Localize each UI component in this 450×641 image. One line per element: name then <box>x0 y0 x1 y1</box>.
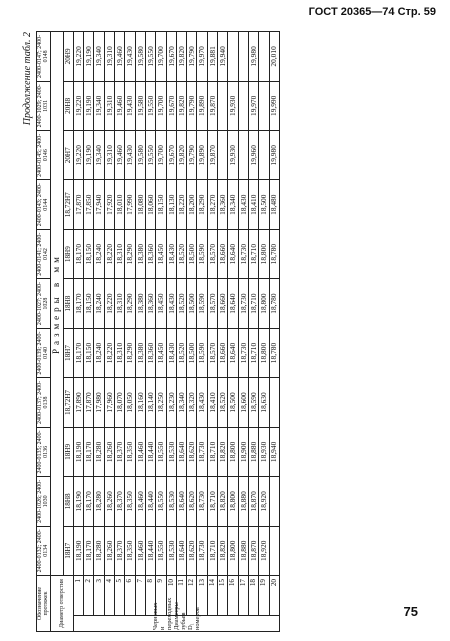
diameter-value-cell: 18,220 <box>104 279 114 328</box>
table-row <box>269 32 279 632</box>
diameter-value-cell: 18,530 <box>166 427 176 476</box>
diameter-value-cell: 19,960 <box>248 131 258 180</box>
diameter-value-cell: 19,930 <box>228 131 238 180</box>
table-row <box>94 32 104 632</box>
diameter-value-cell: 17,920 <box>104 180 114 229</box>
diameter-value-cell: 18,550 <box>156 526 166 575</box>
designation-cell: 2400-1027; 2400-1028 <box>37 279 51 328</box>
diameter-value-cell: 18,190 <box>73 526 83 575</box>
tolerance-cell: 20H9 <box>63 32 73 81</box>
diameter-value-cell: 19,190 <box>84 32 94 81</box>
diameter-value-cell: 20,010 <box>269 32 279 81</box>
diameter-value-cell: 19,940 <box>218 32 228 81</box>
diameter-value-cell: 17,990 <box>125 180 135 229</box>
diameter-value-cell: 18,460 <box>135 526 145 575</box>
diameter-value-cell: 19,890 <box>197 81 207 130</box>
diameter-value-cell: 19,340 <box>94 32 104 81</box>
designation-cell: 2400-0135; 2400-0136 <box>37 427 51 476</box>
diameter-value-cell: 18,460 <box>135 427 145 476</box>
tolerance-cell: 18H9 <box>63 229 73 278</box>
table-row <box>145 32 155 632</box>
diameter-value-cell: 19,220 <box>73 131 83 180</box>
diameter-value-cell: 18,450 <box>156 328 166 377</box>
diameter-value-cell: 19,980 <box>248 32 258 81</box>
diameter-value-cell <box>238 131 248 180</box>
diameter-value-cell: 18,310 <box>115 229 125 278</box>
diameter-value-cell: 18,520 <box>218 378 228 427</box>
diameter-value-cell: 18,620 <box>187 427 197 476</box>
diameter-value-cell: 18,820 <box>218 477 228 526</box>
diameter-value-cell: 19,190 <box>84 131 94 180</box>
designation-cell: 2400-0137; 2400-0138 <box>37 378 51 427</box>
diameter-value-cell: 18,150 <box>84 279 94 328</box>
diameter-value-cell: 19,930 <box>228 81 238 130</box>
designation-cell: 2400-0147; 2400-0148 <box>37 32 51 81</box>
tooth-number-cell: 10 <box>166 575 176 615</box>
diameter-value-cell: 18,530 <box>166 477 176 526</box>
diameter-value-cell: 18,520 <box>176 229 186 278</box>
diameter-value-cell: 19,580 <box>135 131 145 180</box>
diameter-value-cell: 18,820 <box>218 427 228 476</box>
diameter-value-cell: 18,800 <box>259 279 269 328</box>
tooth-number-cell: 18 <box>248 575 258 615</box>
diameter-value-cell: 18,310 <box>115 328 125 377</box>
table-row <box>104 32 114 632</box>
diameter-value-cell: 19,460 <box>115 131 125 180</box>
diameter-value-cell: 18,340 <box>176 378 186 427</box>
diameter-value-cell: 17,980 <box>94 378 104 427</box>
diameter-value-cell: 19,310 <box>104 131 114 180</box>
tolerance-cell: 18H7 <box>63 526 73 575</box>
diameter-value-cell: 18,150 <box>84 328 94 377</box>
table-row <box>84 32 94 632</box>
diameter-value-cell: 19,220 <box>73 32 83 81</box>
diameter-value-cell: 18,590 <box>248 378 258 427</box>
diameter-value-cell: 18,290 <box>125 229 135 278</box>
diameter-value-cell: 18,170 <box>84 477 94 526</box>
row-group-label <box>73 597 279 632</box>
diameter-value-cell: 18,500 <box>187 229 197 278</box>
diameter-value-cell: 19,190 <box>84 81 94 130</box>
diameter-value-cell: 18,440 <box>145 526 155 575</box>
diameter-value-cell: 18,530 <box>166 526 176 575</box>
diameter-value-cell: 18,250 <box>156 378 166 427</box>
diameter-value-cell: 18,570 <box>207 229 217 278</box>
table-row <box>228 32 238 632</box>
diameter-value-cell: 18,710 <box>207 427 217 476</box>
tolerance-cell: 18H8 <box>63 279 73 328</box>
table-row <box>115 32 125 632</box>
designation-cell: 2400-0139; 2400-0140 <box>37 328 51 377</box>
table-row <box>218 32 228 632</box>
diameter-value-cell: 18,730 <box>197 477 207 526</box>
diameter-value-cell: 18,620 <box>187 526 197 575</box>
diameter-value-cell: 18,290 <box>125 328 135 377</box>
diameter-value-cell: 18,660 <box>218 279 228 328</box>
diameter-value-cell: 18,010 <box>115 180 125 229</box>
tooth-number-cell: 20 <box>269 575 279 615</box>
diameter-value-cell: 18,220 <box>104 328 114 377</box>
tooth-number-cell: 7 <box>135 575 145 615</box>
diameter-value-cell: 18,480 <box>269 180 279 229</box>
diameter-value-cell: 18,570 <box>207 279 217 328</box>
tooth-number-cell: 13 <box>197 575 207 615</box>
diameter-value-cell: 17,870 <box>73 180 83 229</box>
diameter-value-cell: 18,430 <box>166 328 176 377</box>
diameter-value-cell: 18,440 <box>145 477 155 526</box>
diameter-value-cell: 18,730 <box>197 526 207 575</box>
diameter-value-cell <box>269 526 279 575</box>
rotated-table-block <box>22 32 422 632</box>
diameter-value-cell: 18,380 <box>135 328 145 377</box>
diameter-value-cell <box>259 131 269 180</box>
size-title: Размеры в мм <box>50 32 63 576</box>
diameter-value-cell: 19,550 <box>145 131 155 180</box>
diameter-value-cell: 18,710 <box>248 279 258 328</box>
diameter-value-cell <box>269 477 279 526</box>
diameter-value-cell: 18,350 <box>125 427 135 476</box>
diameter-value-cell: 18,590 <box>197 229 207 278</box>
diameter-value-cell: 18,260 <box>104 427 114 476</box>
diameter-value-cell: 19,430 <box>125 131 135 180</box>
diameter-value-cell: 18,800 <box>228 477 238 526</box>
tolerance-cell: 18,72H7 <box>63 180 73 229</box>
diameter-value-cell: 18,780 <box>269 328 279 377</box>
tooth-number-cell: 5 <box>115 575 125 615</box>
diameter-value-cell: 18,270 <box>207 180 217 229</box>
designation-column-header: Обозначение протяжек <box>37 575 51 631</box>
diameter-value-cell: 18,430 <box>238 180 248 229</box>
diameter-value-cell: 18,870 <box>248 526 258 575</box>
vertical-label: Диаметры зубьев D₁ номеров <box>172 602 201 630</box>
diameter-value-cell <box>228 32 238 81</box>
tooth-number-cell: 4 <box>104 575 114 615</box>
diameter-value-cell: 18,220 <box>104 229 114 278</box>
diameter-value-cell: 18,730 <box>238 229 248 278</box>
diameter-value-cell: 18,140 <box>145 378 155 427</box>
diameter-value-cell: 19,790 <box>187 32 197 81</box>
diameter-value-cell: 19,790 <box>187 131 197 180</box>
diameter-value-cell: 18,370 <box>115 477 125 526</box>
diameter-value-cell: 18,570 <box>207 328 217 377</box>
diameter-value-cell: 19,580 <box>135 81 145 130</box>
tooth-number-cell: 15 <box>218 575 228 615</box>
diameter-value-cell: 19,670 <box>166 32 176 81</box>
page-header: ГОСТ 20365—74 Стр. 59 <box>308 6 436 18</box>
diameter-value-cell: 18,340 <box>228 180 238 229</box>
diameter-value-cell: 19,340 <box>94 131 104 180</box>
diameter-value-cell: 18,710 <box>207 477 217 526</box>
table-row <box>176 32 186 632</box>
diameter-value-cell: 19,870 <box>207 81 217 130</box>
diameter-value-cell: 19,970 <box>197 32 207 81</box>
diameter-value-cell: 19,310 <box>104 81 114 130</box>
diameter-value-cell: 18,050 <box>125 378 135 427</box>
diameter-value-cell: 18,260 <box>104 477 114 526</box>
diameter-value-cell: 18,500 <box>228 378 238 427</box>
vertical-label: Черновых и переходных <box>151 597 173 630</box>
diameter-value-cell: 18,730 <box>238 328 248 377</box>
diameter-value-cell: 17,940 <box>94 180 104 229</box>
diameter-value-cell: 18,440 <box>145 427 155 476</box>
diameter-value-cell: 18,550 <box>156 427 166 476</box>
diameter-value-cell: 18,900 <box>238 427 248 476</box>
diameter-value-cell: 18,450 <box>156 279 166 328</box>
diameter-value-cell: 18,430 <box>166 229 176 278</box>
tolerance-cell: 18,72H7 <box>63 378 73 427</box>
diameter-value-cell: 18,370 <box>115 526 125 575</box>
diameter-value-cell <box>269 378 279 427</box>
diameter-value-cell <box>218 131 228 180</box>
diameter-value-cell: 18,240 <box>94 229 104 278</box>
diameter-value-cell: 18,220 <box>176 180 186 229</box>
diameter-value-cell: 18,520 <box>176 328 186 377</box>
diameter-value-cell: 19,670 <box>166 81 176 130</box>
diameter-value-cell: 18,240 <box>94 328 104 377</box>
diameter-value-cell: 17,870 <box>84 378 94 427</box>
diameter-value-cell: 17,960 <box>104 378 114 427</box>
diameter-value-cell: 19,820 <box>176 131 186 180</box>
diameter-value-cell: 18,630 <box>259 378 269 427</box>
diameter-value-cell <box>238 81 248 130</box>
tooth-number-cell: 6 <box>125 575 135 615</box>
diameter-value-cell: 18,170 <box>73 279 83 328</box>
table-row <box>197 32 207 632</box>
diameter-value-cell: 19,580 <box>135 32 145 81</box>
diameter-value-cell: 18,290 <box>197 180 207 229</box>
designation-cell: 2400-1029; 2400-1031 <box>37 81 51 130</box>
tooth-number-cell: 9 <box>156 575 166 615</box>
diameter-value-cell: 19,340 <box>94 81 104 130</box>
continuation-label: Продолжение табл. 2 <box>22 32 33 126</box>
tolerance-cell: 18H9 <box>63 427 73 476</box>
diameter-value-cell: 18,520 <box>176 279 186 328</box>
diameter-value-cell: 18,280 <box>94 427 104 476</box>
diameter-value-cell: 18,450 <box>156 229 166 278</box>
tooth-number-cell: 2 <box>84 575 94 615</box>
diameter-value-cell: 18,360 <box>145 328 155 377</box>
diameter-value-cell: 18,280 <box>94 526 104 575</box>
diameter-value-cell: 18,190 <box>73 427 83 476</box>
designation-cell: 2400-0132; 2400-0134 <box>37 526 51 575</box>
tooth-number-cell: 3 <box>94 575 104 615</box>
diameter-value-cell: 18,070 <box>115 378 125 427</box>
diameter-value-cell: 18,430 <box>166 279 176 328</box>
designation-cell: 2400-0145; 2400-0146 <box>37 131 51 180</box>
diameter-value-cell: 18,590 <box>197 328 207 377</box>
tolerance-cell: 20H8 <box>63 81 73 130</box>
diameter-value-cell: 18,080 <box>135 180 145 229</box>
diameter-value-cell: 18,920 <box>259 477 269 526</box>
diameter-value-cell: 19,550 <box>145 81 155 130</box>
diameter-value-cell: 18,360 <box>218 180 228 229</box>
diameter-value-cell: 18,550 <box>156 477 166 526</box>
diameter-column-header: Диаметр отверстия <box>50 575 73 631</box>
diameter-value-cell: 19,430 <box>125 32 135 81</box>
diameter-value-cell: 18,190 <box>73 477 83 526</box>
diameter-value-cell: 18,500 <box>259 180 269 229</box>
diameter-value-cell: 18,880 <box>248 427 258 476</box>
diameter-value-cell: 18,260 <box>104 526 114 575</box>
diameter-value-cell: 18,130 <box>166 180 176 229</box>
diameter-value-cell: 19,990 <box>269 81 279 130</box>
designation-cell: 2400-1026; 2400-1030 <box>37 477 51 526</box>
diameter-value-cell: 18,640 <box>176 477 186 526</box>
diameter-value-cell: 18,710 <box>248 229 258 278</box>
diameter-value-cell: 19,870 <box>207 131 217 180</box>
tooth-number-cell: 8 <box>145 575 155 615</box>
diameter-value-cell: 18,640 <box>228 279 238 328</box>
tolerance-cell: 18H8 <box>63 477 73 526</box>
table-row <box>238 32 248 632</box>
diameter-value-cell: 19,550 <box>145 32 155 81</box>
diameter-value-cell: 19,700 <box>156 81 166 130</box>
diameter-value-cell <box>259 81 269 130</box>
diameter-value-cell: 18,660 <box>218 229 228 278</box>
diameter-value-cell: 18,590 <box>197 279 207 328</box>
diameter-value-cell: 18,730 <box>197 427 207 476</box>
diameter-value-cell: 18,380 <box>135 229 145 278</box>
table-row <box>125 32 135 632</box>
diameter-value-cell: 18,880 <box>238 477 248 526</box>
diameter-value-cell: 18,200 <box>187 180 197 229</box>
diameter-value-cell: 18,500 <box>187 328 197 377</box>
diameter-value-cell: 19,790 <box>187 81 197 130</box>
diameter-value-cell: 19,881 <box>207 32 217 81</box>
tooth-number-cell: 12 <box>187 575 197 615</box>
tooth-number-cell: 19 <box>259 575 269 615</box>
diameter-value-cell: 18,170 <box>84 427 94 476</box>
diameter-value-cell: 18,150 <box>156 180 166 229</box>
tooth-number-cell: 11 <box>176 575 186 615</box>
table-row <box>73 32 83 632</box>
diameter-value-cell: 19,820 <box>176 32 186 81</box>
diameter-value-cell: 18,640 <box>228 328 238 377</box>
diameter-value-cell: 18,170 <box>84 526 94 575</box>
diameter-value-cell: 18,320 <box>187 378 197 427</box>
diameter-value-cell: 18,800 <box>259 229 269 278</box>
diameter-value-cell: 19,460 <box>115 81 125 130</box>
diameter-value-cell: 17,890 <box>73 378 83 427</box>
diameter-value-cell: 19,820 <box>176 81 186 130</box>
diameter-value-cell: 18,710 <box>248 328 258 377</box>
diameter-value-cell: 18,230 <box>166 378 176 427</box>
diameter-value-cell: 19,980 <box>269 131 279 180</box>
table-row <box>166 32 176 632</box>
tooth-number-cell: 14 <box>207 575 217 615</box>
diameter-value-cell: 18,280 <box>94 477 104 526</box>
diameter-value-cell: 18,870 <box>248 477 258 526</box>
diameter-value-cell: 19,700 <box>156 32 166 81</box>
tolerance-cell: 20H7 <box>63 131 73 180</box>
diameter-value-cell: 18,290 <box>125 279 135 328</box>
diameter-value-cell: 18,880 <box>238 526 248 575</box>
diameter-value-cell: 18,370 <box>115 427 125 476</box>
diameter-value-cell: 18,930 <box>259 427 269 476</box>
diameter-value-cell <box>218 81 228 130</box>
diameter-value-cell: 18,820 <box>218 526 228 575</box>
designation-cell: 2400-0141; 2400-0142 <box>37 229 51 278</box>
diameter-value-cell: 19,700 <box>156 131 166 180</box>
diameter-value-cell: 18,380 <box>135 279 145 328</box>
diameter-value-cell: 18,310 <box>115 279 125 328</box>
diameter-value-cell: 18,410 <box>207 378 217 427</box>
diameter-value-cell: 18,710 <box>207 526 217 575</box>
diameter-value-cell: 18,240 <box>94 279 104 328</box>
diameter-value-cell: 18,350 <box>125 526 135 575</box>
diameter-value-cell: 18,160 <box>135 378 145 427</box>
table-body <box>37 32 280 632</box>
teeth-diameter-table <box>36 31 280 632</box>
diameter-value-cell: 18,360 <box>145 229 155 278</box>
diameter-value-cell <box>238 32 248 81</box>
diameter-value-cell: 19,310 <box>104 32 114 81</box>
tooth-number-cell: 17 <box>238 575 248 615</box>
diameter-value-cell: 19,430 <box>125 81 135 130</box>
diameter-value-cell: 18,640 <box>176 427 186 476</box>
diameter-value-cell: 18,600 <box>238 378 248 427</box>
diameter-value-cell: 18,500 <box>187 279 197 328</box>
diameter-value-cell: 19,460 <box>115 32 125 81</box>
table-row <box>248 32 258 632</box>
table-row <box>187 32 197 632</box>
diameter-value-cell: 18,640 <box>228 229 238 278</box>
diameter-value-cell: 18,800 <box>228 427 238 476</box>
diameter-value-cell: 18,170 <box>73 328 83 377</box>
diameter-value-cell: 18,940 <box>269 427 279 476</box>
diameter-value-cell: 19,670 <box>166 131 176 180</box>
diameter-value-cell: 19,890 <box>197 131 207 180</box>
diameter-value-cell: 18,780 <box>269 279 279 328</box>
diameter-value-cell: 18,170 <box>73 229 83 278</box>
diameter-value-cell: 19,970 <box>248 81 258 130</box>
diameter-value-cell: 18,730 <box>238 279 248 328</box>
table-row <box>156 32 166 632</box>
diameter-value-cell: 18,360 <box>145 279 155 328</box>
diameter-value-cell: 18,800 <box>228 526 238 575</box>
diameter-value-cell: 18,640 <box>176 526 186 575</box>
diameter-value-cell: 19,220 <box>73 81 83 130</box>
diameter-value-cell: 18,410 <box>248 180 258 229</box>
table-row <box>135 32 145 632</box>
diameter-value-cell: 18,920 <box>259 526 269 575</box>
diameter-value-cell: 18,660 <box>218 328 228 377</box>
diameter-value-cell: 18,150 <box>84 229 94 278</box>
diameter-value-cell: 18,800 <box>259 328 269 377</box>
tooth-number-cell: 16 <box>228 575 238 615</box>
page-number: 75 <box>403 604 418 619</box>
diameter-value-cell: 18,350 <box>125 477 135 526</box>
table-row <box>259 32 269 632</box>
diameter-value-cell: 18,620 <box>187 477 197 526</box>
diameter-value-cell: 18,460 <box>135 477 145 526</box>
diameter-value-cell: 18,060 <box>145 180 155 229</box>
diameter-value-cell: 18,430 <box>197 378 207 427</box>
diameter-value-cell <box>259 32 269 81</box>
tolerance-cell: 18H7 <box>63 328 73 377</box>
diameter-value-cell: 17,850 <box>84 180 94 229</box>
table-row <box>207 32 217 632</box>
diameter-value-cell: 18,780 <box>269 229 279 278</box>
designation-cell: 2400-0143; 2400-0144 <box>37 180 51 229</box>
tooth-number-cell: 1 <box>73 575 83 615</box>
